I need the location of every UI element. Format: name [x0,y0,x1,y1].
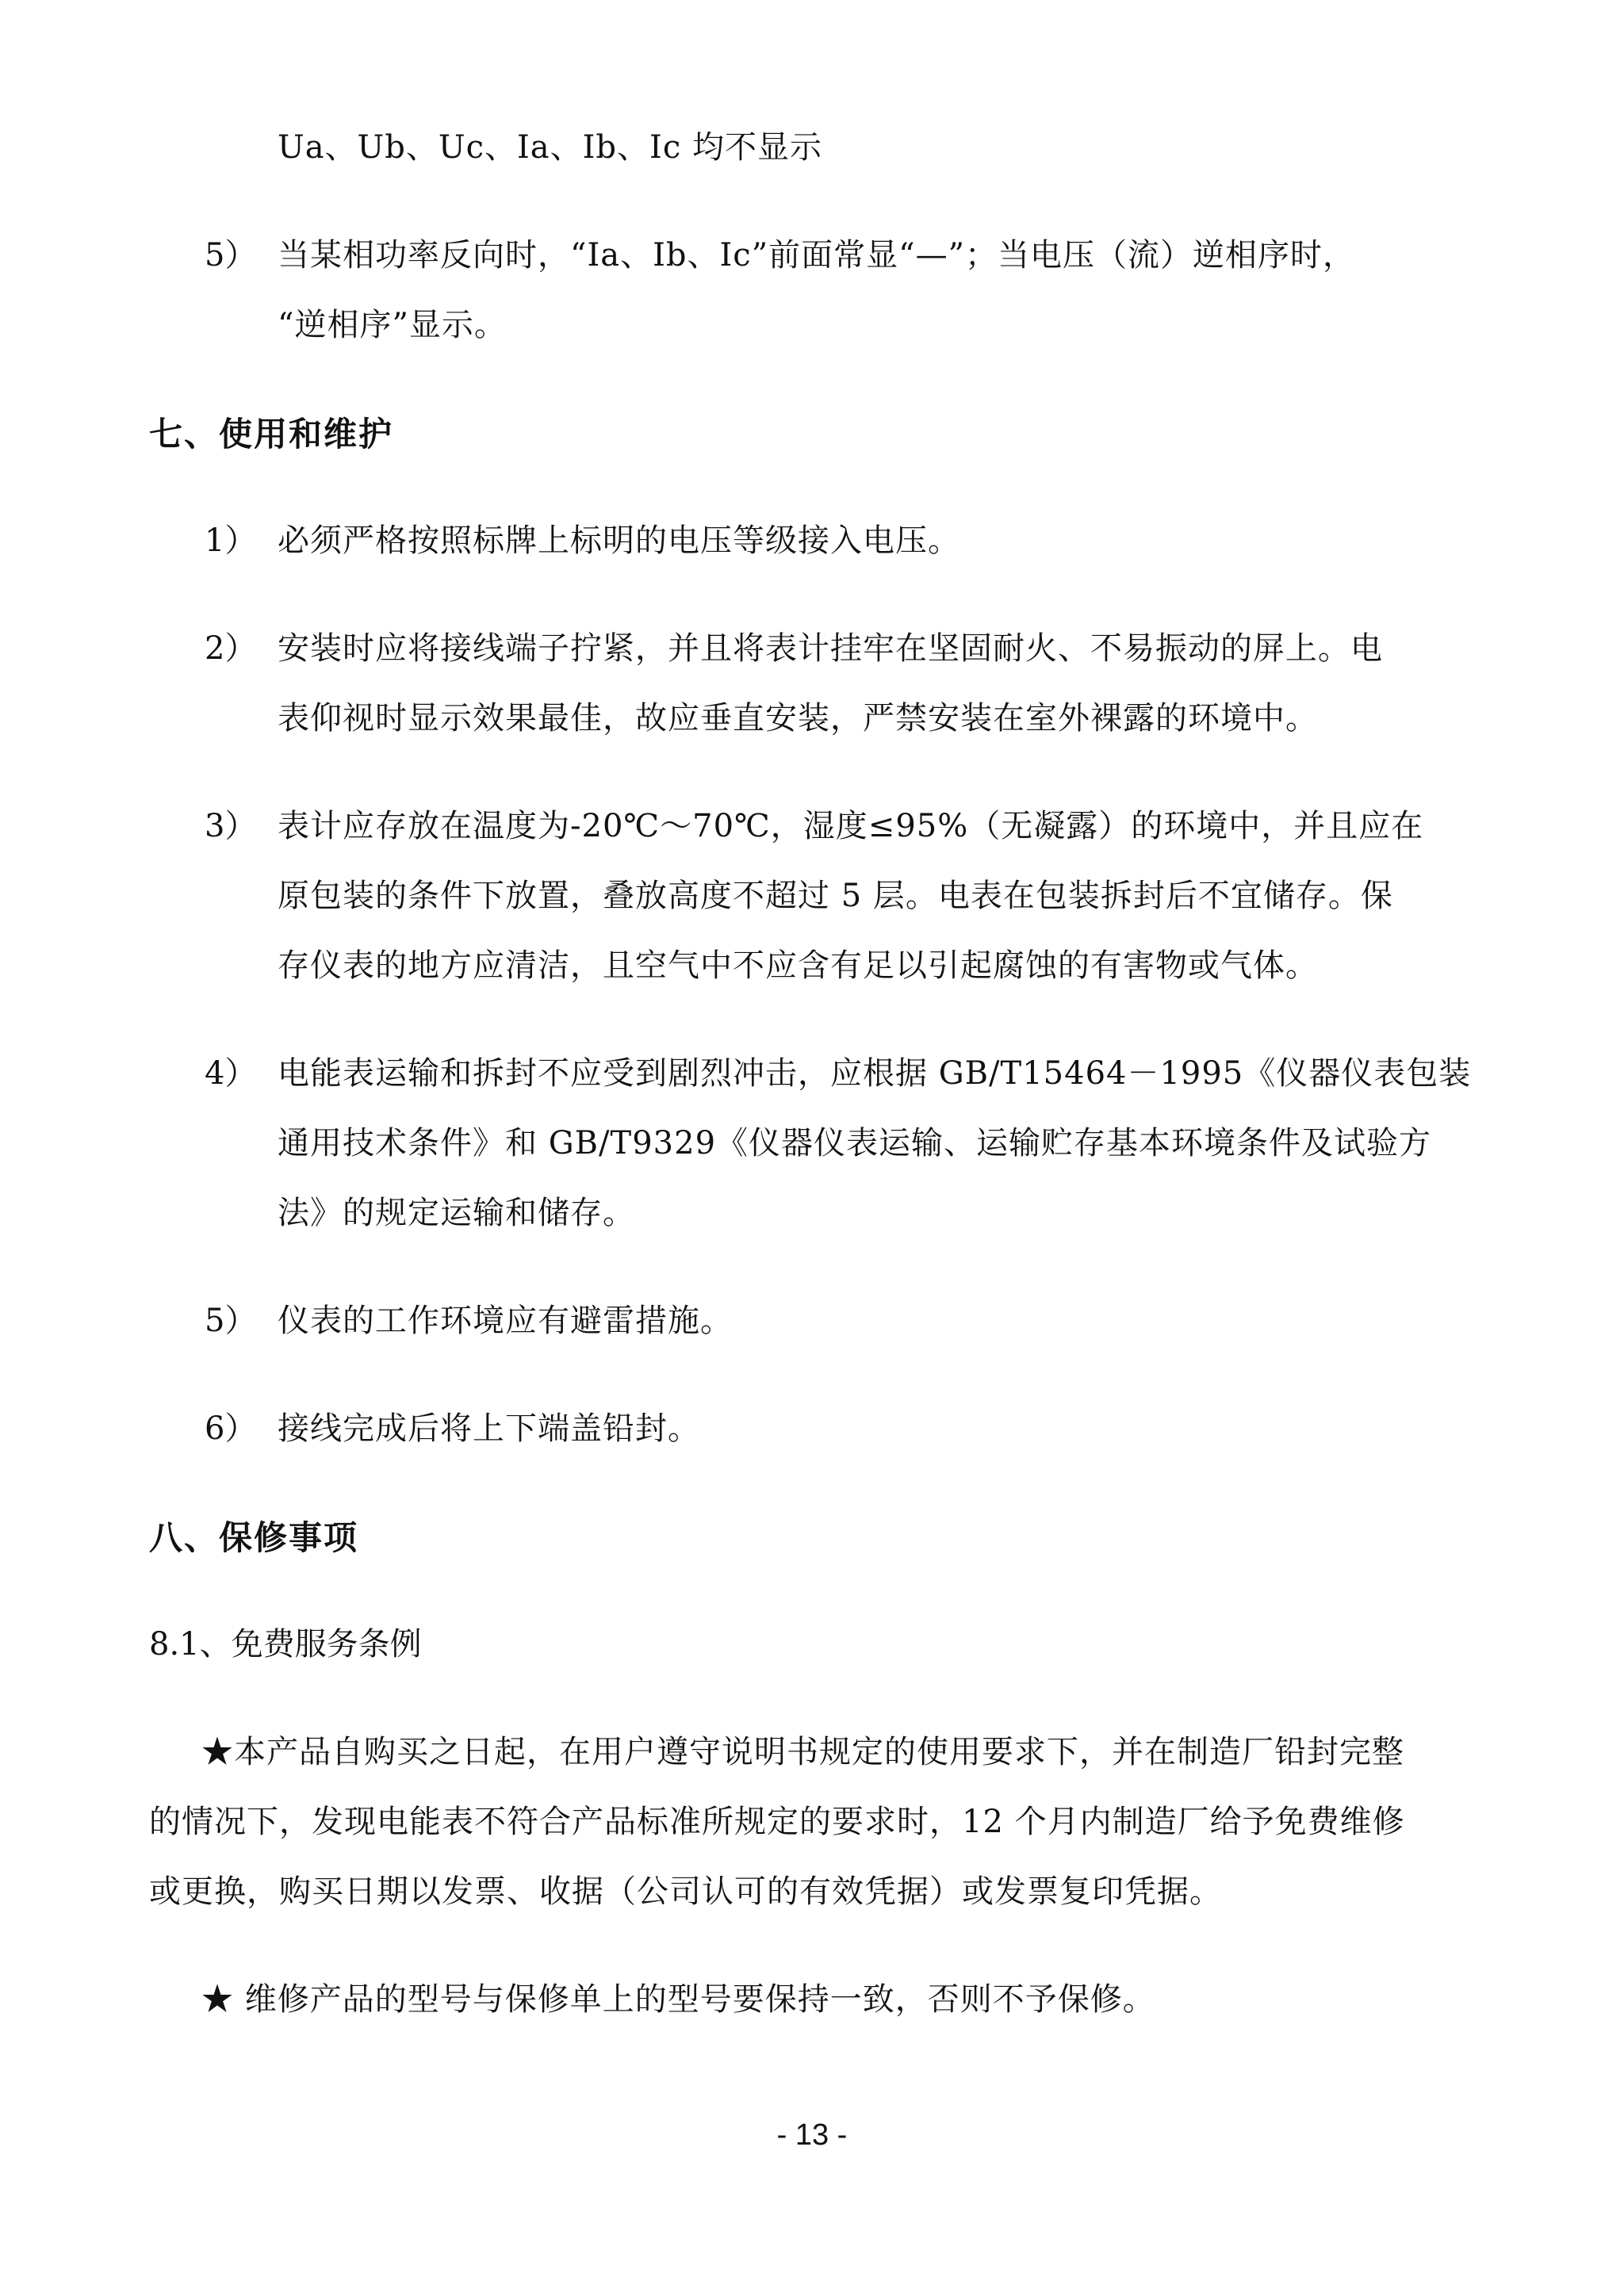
list-item-text: 原包装的条件下放置，叠放高度不超过 5 层。电表在包装拆封后不宜储存。保 [278,878,1393,914]
paragraph-text: ★ 维修产品的型号与保修单上的型号要保持一致，否则不予保修。 [201,1981,1155,2018]
list-item-text: “逆相序”显示。 [278,307,507,343]
paragraph-text: ★本产品自购买之日起，在用户遵守说明书规定的使用要求下，并在制造厂铅封完整 [201,1734,1404,1770]
list-item-text: 存仪表的地方应清洁，且空气中不应含有足以引起腐蚀的有害物或气体。 [278,947,1318,984]
list-number: 1） [205,522,257,559]
paragraph-text: 的情况下，发现电能表不符合产品标准所规定的要求时，12 个月内制造厂给予免费维修 [149,1804,1405,1840]
list-item-text: 接线完成后将上下端盖铅封。 [278,1410,700,1447]
list-number: 3） [205,808,257,844]
list-number: 4） [205,1055,257,1092]
list-item-text: 必须严格按照标牌上标明的电压等级接入电压。 [278,522,960,559]
section-heading: 七、使用和维护 [149,415,394,453]
list-item-text: 电能表运输和拆封不应受到剧烈冲击，应根据 GB/T15464－1995《仪器仪表包装 [278,1055,1472,1092]
list-item-text: 法》的规定运输和储存。 [278,1195,635,1231]
list-item-text: 通用技术条件》和 GB/T9329《仪器仪表运输、运输贮存基本环境条件及试验方 [278,1125,1432,1161]
list-item-text: 仪表的工作环境应有避雷措施。 [278,1303,733,1339]
list-item-text: 表计应存放在温度为-20℃～70℃，湿度≤95%（无凝露）的环境中，并且应在 [278,808,1424,844]
list-number: 6） [205,1410,257,1447]
section-heading: 八、保修事项 [149,1518,359,1557]
continued-text: Ua、Ub、Uc、Ia、Ib、Ic 均不显示 [278,129,822,166]
subsection-heading: 8.1、免费服务条例 [149,1626,422,1663]
list-item-text: 表仰视时显示效果最佳，故应垂直安装，严禁安装在室外裸露的环境中。 [278,700,1318,737]
list-item-text: 安装时应将接线端子拧紧，并且将表计挂牢在坚固耐火、不易振动的屏上。电 [278,630,1383,667]
page-number: - 13 - [776,2118,848,2152]
list-item-text: 当某相功率反向时，“Ia、Ib、Ic”前面常显“—”；当电压（流）逆相序时， [278,237,1356,274]
list-number: 5） [205,237,257,274]
list-number: 5） [205,1303,257,1339]
paragraph-text: 或更换，购买日期以发票、收据（公司认可的有效凭据）或发票复印凭据。 [149,1873,1222,1910]
list-number: 2） [205,630,257,667]
